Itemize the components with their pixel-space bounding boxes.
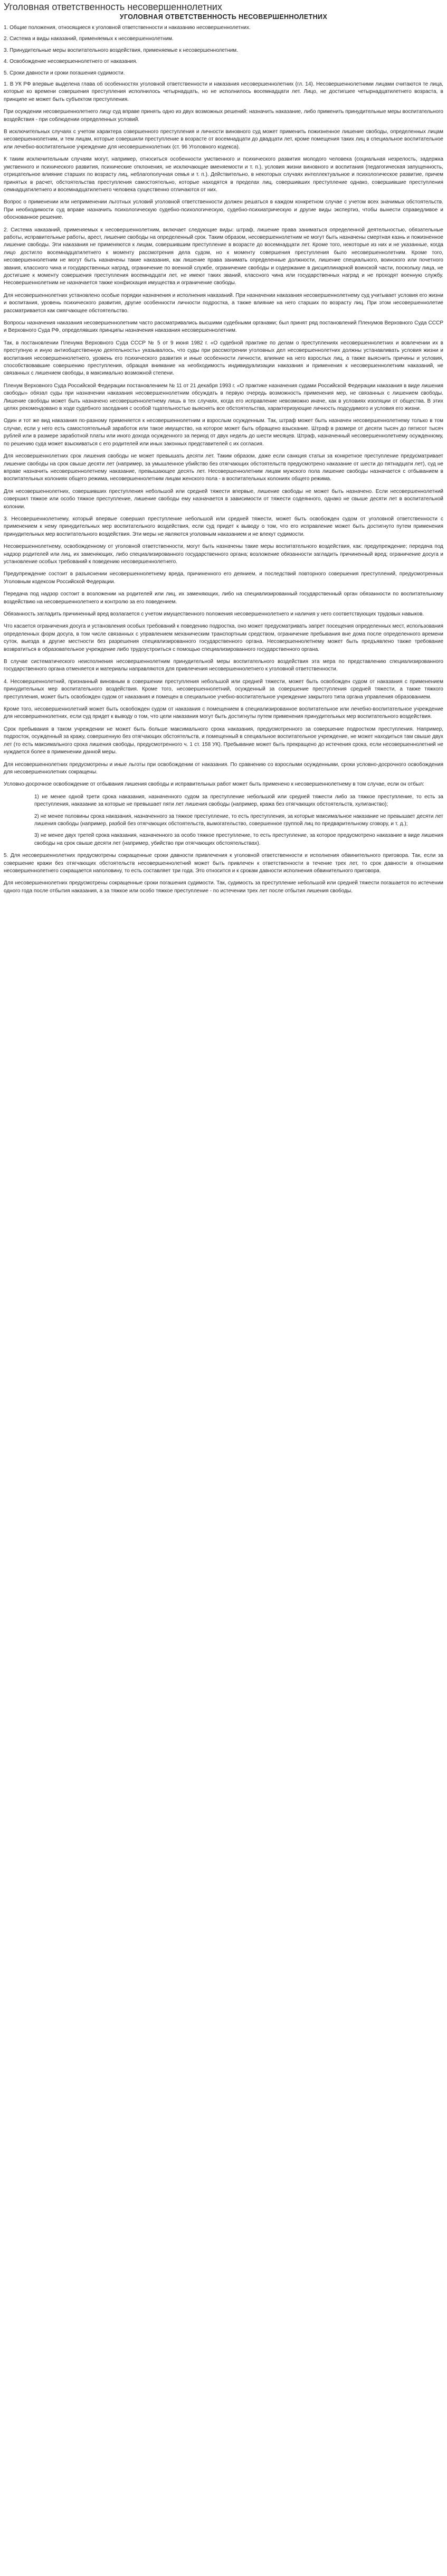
parole-conditions-list [4, 794, 443, 847]
paragraph: Условно-досрочное освобождение от отбывания лишения свободы и исправительных работ может быть применено к несовершеннолетнему в том случае, если он отбыл: [4, 781, 424, 788]
paragraph: Для несовершеннолетних предусмотрены и иные льготы при освобождении от наказания. По сравнению со взрослыми осужденными, сроки условно-досрочного освобождения для несовершеннолетних сокращены. [4, 761, 443, 775]
list-item: 1) не менее одной трети срока наказания, назначенного судом за преступление небольшой или средней тяжести либо за тяжкое преступление, то есть за преступления, наказание за которые не превышает пяти лет лишения свободы (например, кража без отягчающих обстоятельств, хулиганство); [34, 794, 443, 808]
paragraph: 5. Для несовершеннолетних предусмотрены сокращенные сроки давности привлечения к уголовной ответственности и исполнения обвинительного приговора. Так, если за совершение кражи без отягчающих обстоятельств несовершеннолетний может быть привлечен к ответственности в течение трех лет, то срок давности в отношении несовершеннолетнего сокращается наполовину, то есть составляет три года. Это относится и к срокам давности исполнения обвинительного приговора. [4, 853, 443, 874]
paragraph: Срок пребывания в таком учреждении не может быть больше максимального срока наказания, предусмотренного за совершение подростком преступления. Например, подросток, осужденный за кражу, совершенную без отягчающих обстоятельств, и помещенный в специальное воспитательное учреждение, не может находиться там свыше двух лет (то есть максимального срока лишения свободы, предусмотренного ч. 1 ст. 158 УК). Пребывание может быть прекращено до истечения срока, если несовершеннолетний не нуждается более в применении данной меры. [4, 726, 443, 755]
paragraph: Обязанность загладить причиненный вред возлагается с учетом имущественного положения несовершеннолетнего и наличия у него соответствующих трудовых навыков. [4, 611, 424, 617]
paragraph: Передача под надзор состоит в возложении на родителей или лиц, их заменяющих, либо на специализированный государственный орган обязанности по воспитательному воздействию на несовершеннолетнего и контролю за его поведением. [4, 591, 443, 605]
paragraph: 2. Система наказаний, применяемых к несовершеннолетним, включает следующие виды: штраф, лишение права заниматься определенной деятельностью, обязательные работы, исправительные работы, арест, лишение свободы на определенный срок. Таким образом, несовершеннолетним не могут быть назначены смертная казнь и пожизненное лишение свободы. Эти наказания не применяются к лицам, совершившим преступление в возрасте до восемнадцати лет. Кроме того, некоторые из них и не указанные, когда лицо достигло восемнадцатилетнего к моменту рассмотрения дела судом, но к моменту совершения преступления было несовершеннолетним. Кроме того, несовершеннолетним не могут быть назначены такие наказания, как лишение права занимать определенные должности, лишение специального, воинского или почетного звания, классного чина и государственных наград, ограничение по военной службе, ограничение свободы и содержание в дисциплинарной воинской части, поскольку лица, не достигшие к моменту совершения преступления восемнадцати лет, не имеют таких званий, классного чина или государственных наград и не проходят военную службу. Несовершеннолетним не назначается также конфискация имущества и ограничение свободы. [4, 227, 443, 286]
paragraph: Для несовершеннолетних, совершивших преступления небольшой или средней тяжести впервые, лишение свободы не может быть назначено. Если несовершеннолетний совершил тяжкое или особо тяжкое преступление, лишение свободы ему назначается в зависимости от тяжести содеянного, однако не свыше десяти лет в воспитательной колонии. [4, 488, 443, 510]
paragraph: Кроме того, несовершеннолетний может быть освобожден судом от наказания с помещением в специализированное воспитательное или лечебно-воспитательное учреждение для несовершеннолетних, если суд придет к выводу о том, что цели наказания могут быть достигнуты путем применения принудительных мер воспитательного воздействия. [4, 706, 443, 720]
paragraph: Несовершеннолетнему, освобожденному от уголовной ответственности, могут быть назначены такие меры воспитательного воздействия, как: предупреждение; передача под надзор родителей или лиц, их заменяющих, либо специализированного государственного органа; возложение обязанности загладить причиненный вред; ограничение досуга и установление особых требований к поведению несовершеннолетнего. [4, 544, 443, 565]
paragraph: 1. В УК РФ впервые выделена глава об особенностях уголовной ответственности и наказания несовершеннолетних (гл. 14). Несовершеннолетними лицами считаются те лица, которые ко времени совершения преступления исполнилось четырнадцать, но не исполнилось восемнадцати лет. Лицо, не достигшее четырнадцатилетнего возраста, в принципе не может быть субъектом преступления. [4, 81, 443, 102]
paragraph: Один и тот же вид наказания по-разному применяется к несовершеннолетним и взрослым осужденным. Так, штраф может быть назначен несовершеннолетнему только в том случае, если у него есть самостоятельный заработок или такое имущество, на которое может быть обращено взыскание. Штраф в размере от десяти тысяч до пятисот тысяч рублей или в размере заработной платы или иного дохода осужденного за период от двух недель до шести месяцев. Штраф, назначенный несовершеннолетнему осужденному, по решению суда может взыскиваться с его родителей или иных законных представителей с их согласия. [4, 418, 443, 447]
paragraph: В исключительных случаях с учетом характера совершенного преступления и личности виновного суд может применить пожизненное лишение свободы, определенных лицам несовершеннолетним, и тем лицам, которые совершили преступление в возрасте от восемнадцати до двадцати лет, кроме помещения таких лиц в специальное воспитательное или лечебно-воспитательное учреждение для несовершеннолетних (ст. 96 Уголовного кодекса). [4, 129, 443, 150]
toc-item: 2. Система и виды наказаний, применяемых к несовершеннолетним. [4, 36, 174, 42]
paragraph: Пленум Верховного Суда Российской Федерации постановлением № 11 от 21 декабря 1993 г. «О практике назначения судами Российской Федерации наказания в виде лишения свободы» обязал суды при назначении наказания несовершеннолетним обсуждать в первую очередь возможность применения мер, не связанных с лишением свободы. Лишение свободы может быть назначено несовершеннолетнему лишь в тех случаях, когда его исправление невозможно иначе, как в условиях изоляции от общества. В этих целях рекомендовано в ходе судебного заседания с особой тщательностью выяснять все обстоятельства, характеризующие личность подсудимого и условия его жизни. [4, 382, 443, 412]
toc-item: 3. Принудительные меры воспитательного воздействия, применяемые к несовершеннолетним. [4, 47, 238, 53]
list-item: 2) не менее половины срока наказания, назначенного за тяжкое преступление, то есть преступления, за которые максимальное наказание не превышает десяти лет лишения свободы (например, разбой без отягчающих обстоятельств, вымогательство, совершенное группой лиц по предварительному сговору, и т. д.); [34, 813, 443, 827]
toc-item: 1. Общие положения, относящиеся к уголовной ответственности и наказанию несовершеннолетних. [4, 25, 251, 31]
paragraph: Для несовершеннолетних установлено особые порядки назначения и исполнения наказаний. При назначении наказания несовершеннолетнему суд учитывает условия его жизни и воспитания, уровень психического развития, другие особенности личности подростка, а также влияние на него старших по возрасту лиц. При этом несовершеннолетие рассматривается как смягчающее обстоятельство. [4, 292, 443, 314]
paragraph: В случае систематического неисполнения несовершеннолетним принудительной меры воспитательного воздействия эта мера по представлению специализированного государственного органа отменяется и материалы направляются для привлечения несовершеннолетнего к уголовной ответственности. [4, 659, 443, 673]
page-title: Уголовная ответственность несовершеннолетних [4, 2, 222, 12]
paragraph: Предупреждение состоит в разъяснении несовершеннолетнему вреда, причиненного его деянием, и последствий повторного совершения преступлений, предусмотренных Уголовным кодексом Российской Федерации. [4, 571, 443, 585]
document-heading: УГОЛОВНАЯ ОТВЕТСТВЕННОСТЬ НЕСОВЕРШЕННОЛЕТНИХ [119, 13, 328, 21]
paragraph: При осуждении несовершеннолетнего лицу суд вправе принять одно из двух возможных решений: назначить наказание, либо применить принудительные меры воспитательного воздействия - при соблюдении определенных условий. [4, 109, 443, 123]
toc-item: 5. Сроки давности и сроки погашения судимости. [4, 70, 125, 76]
paragraph: Для несовершеннолетних срок лишения свободы не может превышать десяти лет. Таким образом, даже если санкция статьи за конкретное преступление предусматривает лишение свободы на срок свыше десяти лет (например, за умышленное убийство без отягчающих обстоятельств предусмотрено наказание от шести до пятнадцати лет), суд не вправе назначить несовершеннолетнему наказание, превышающее десять лет. Несовершеннолетним лицам мужского пола лишение свободы назначается с отбыванием в воспитательных колониях общего режима, несовершеннолетним лицам женского пола - в воспитательных колониях общего режима. [4, 453, 443, 482]
list-item: 3) не менее двух третей срока наказания, назначенного за особо тяжкое преступление, то есть преступление, за которое предусмотрено наказание в виде лишения свободы на срок свыше десяти лет (например, убийство при отягчающих обстоятельствах). [34, 833, 443, 846]
paragraph: К таким исключительным случаям могут, например, относиться особенности умственного и психического развития молодого человека (социальная незрелость, задержка умственного и психического развития, психические отклонения, не исключающие вменяемости и т. п.), условия жизни виновного и воспитания (педагогическая запущенность, отрицательное влияние старших по возрасту лиц, неблагополучная семья и т. п.). Действительно, в некоторых случаях интеллектуальное и психологическое развитие, причем принятых в расчет, обстоятельства преступления самостоятельно, которые находятся в пределах лиц, совершивших преступление однако, совершившие преступления семнадцатилетнего и восемнадцатилетнего человека существенно отличаются от них. [4, 156, 443, 193]
toc-item: 4. Освобождение несовершеннолетнего от наказания. [4, 59, 138, 65]
paragraph: Что касается ограничения досуга и установления особых требований к поведению подростка, оно может предусматривать запрет посещения определенных мест, использования определенных форм досуга, в том числе связанных с управлением механическим транспортным средством, ограничение пребывания вне дома после определенного времени суток, выезда в другие местности без разрешения специализированного государственного органа. Несовершеннолетнему может быть предъявлено также требование возвратиться в образовательное учреждение либо трудоустроиться с помощью специализированного государственного органа. [4, 623, 443, 652]
paragraph: Вопрос о применении или неприменении льготных условий уголовной ответственности должен решаться в каждом конкретном случае с учетом всех значимых обстоятельств. При необходимости суд вправе назначить психологическую судебно-психологическую, судебно-психиатрическую и другие виды экспертиз, чтобы вынести справедливое и обоснованное решение. [4, 199, 443, 221]
table-of-contents [4, 24, 443, 77]
paragraph: Так, в постановлении Пленума Верховного Суда СССР № 5 от 9 июня 1982 г. «О судебной практике по делам о преступлениях несовершеннолетних и вовлечении их в преступную и иную антиобщественную деятельность» указывалось, что суды при рассмотрении уголовных дел несовершеннолетних должны устанавливать условия жизни и воспитания несовершеннолетнего, уровень его психического развития и иные особенности личности, влияние на него взрослых лиц, а также выяснить причины и условия, способствовавшие совершению преступления, обращая внимание на необходимость индивидуализации наказания и применения к несовершеннолетним наказаний, не связанных с лишением свободы, в максимально возможной степени. [4, 340, 443, 377]
document-body [4, 24, 443, 895]
paragraph: 4. Несовершеннолетний, признанный виновным в совершении преступления небольшой или средней тяжести, может быть освобожден судом от наказания с применением принудительных мер воспитательного воздействия. Кроме того, несовершеннолетний, осужденный за совершение преступления средней тяжести, а также тяжкого преступления, может быть освобожден судом от наказания и помещен в специальное учебно-воспитательное учреждение закрытого типа органа управления образованием. [4, 678, 443, 700]
paragraph: Для несовершеннолетних предусмотрены сокращенные сроки погашения судимости. Так, судимость за преступление небольшой или средней тяжести погашается по истечении одного года после отбытия наказания, а за тяжкое или особо тяжкое преступление - по истечении трех лет после отбытия лишения свободы. [4, 880, 443, 894]
paragraph: 3. Несовершеннолетнему, который впервые совершил преступление небольшой или средней тяжести, может быть освобожден судом от уголовной ответственности с применением к нему принудительных мер воспитательного воздействия, если суд придет к выводу о том, что его исправление может быть достигнуто путем применения принудительных мер воспитательного воздействия. Эти меры не являются уголовным наказанием и не влекут судимости. [4, 516, 443, 537]
paragraph: Вопросы назначения наказания несовершеннолетним часто рассматривались высшими судебными органами; был принят ряд постановлений Пленумов Верховного Суда СССР и Верховного Суда РФ, определявших принципы назначения наказания несовершеннолетним. [4, 320, 443, 334]
